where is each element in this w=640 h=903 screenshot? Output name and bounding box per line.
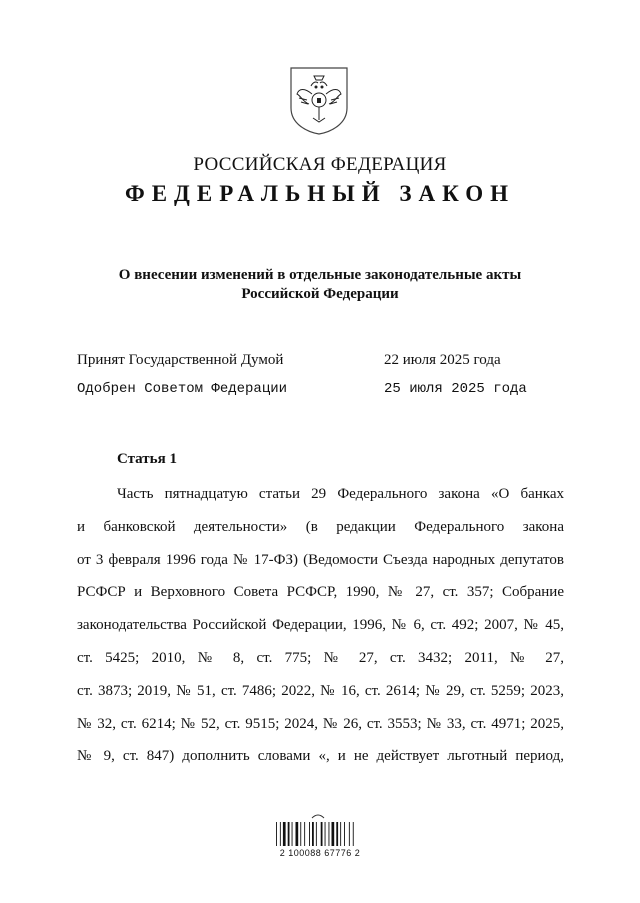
article-line: от 3 февраля 1996 года № 17-ФЗ) (Ведомости Съезда народных депутатов [77, 551, 564, 568]
article-body [77, 482, 564, 777]
law-title-line-1: О внесении изменений в отдельные законодательные акты [118, 267, 522, 283]
barcode-number: 2 100088 67776 2 [279, 848, 361, 858]
coat-of-arms-icon [287, 64, 351, 136]
article-line: Часть пятнадцатую статьи 29 Федерального закона «О банках [117, 486, 564, 502]
barcode-icon [268, 812, 372, 848]
article-line: РСФСР и Верховного Совета РСФСР, 1990, № 27, ст. 357; Собрание [77, 584, 564, 601]
law-type: ФЕДЕРАЛЬНЫЙ ЗАКОН [124, 181, 516, 206]
article-line: и банковской деятельности» (в редакции Федерального закона [77, 518, 564, 535]
country-name: РОССИЙСКАЯ ФЕДЕРАЦИЯ [193, 154, 447, 175]
article-heading: Статья 1 [117, 451, 177, 467]
law-title [0, 266, 640, 304]
article-line: ст. 3873; 2019, № 51, ст. 7486; 2022, № 16, ст. 2614; № 29, ст. 5259; 2023, [77, 682, 564, 699]
article-line: № 32, ст. 6214; № 52, ст. 9515; 2024, № 26, ст. 3553; № 33, ст. 4971; 2025, [77, 715, 564, 732]
duma-date: 22 июля 2025 года [384, 352, 501, 368]
article-line: законодательства Российской Федерации, 1996, № 6, ст. 492; 2007, № 45, [77, 617, 564, 634]
law-title-line-2: Российской Федерации [241, 286, 399, 302]
council-date: 25 июля 2025 года [384, 381, 527, 397]
article-line: № 9, ст. 847) дополнить словами «, и не действует льготный период, [77, 748, 564, 765]
council-label: Одобрен Советом Федерации [77, 381, 288, 397]
duma-label: Принят Государственной Думой [77, 352, 284, 368]
barcode [268, 812, 372, 862]
article-line: ст. 5425; 2010, № 8, ст. 775; № 27, ст. 3432; 2011, № 27, [77, 649, 564, 666]
